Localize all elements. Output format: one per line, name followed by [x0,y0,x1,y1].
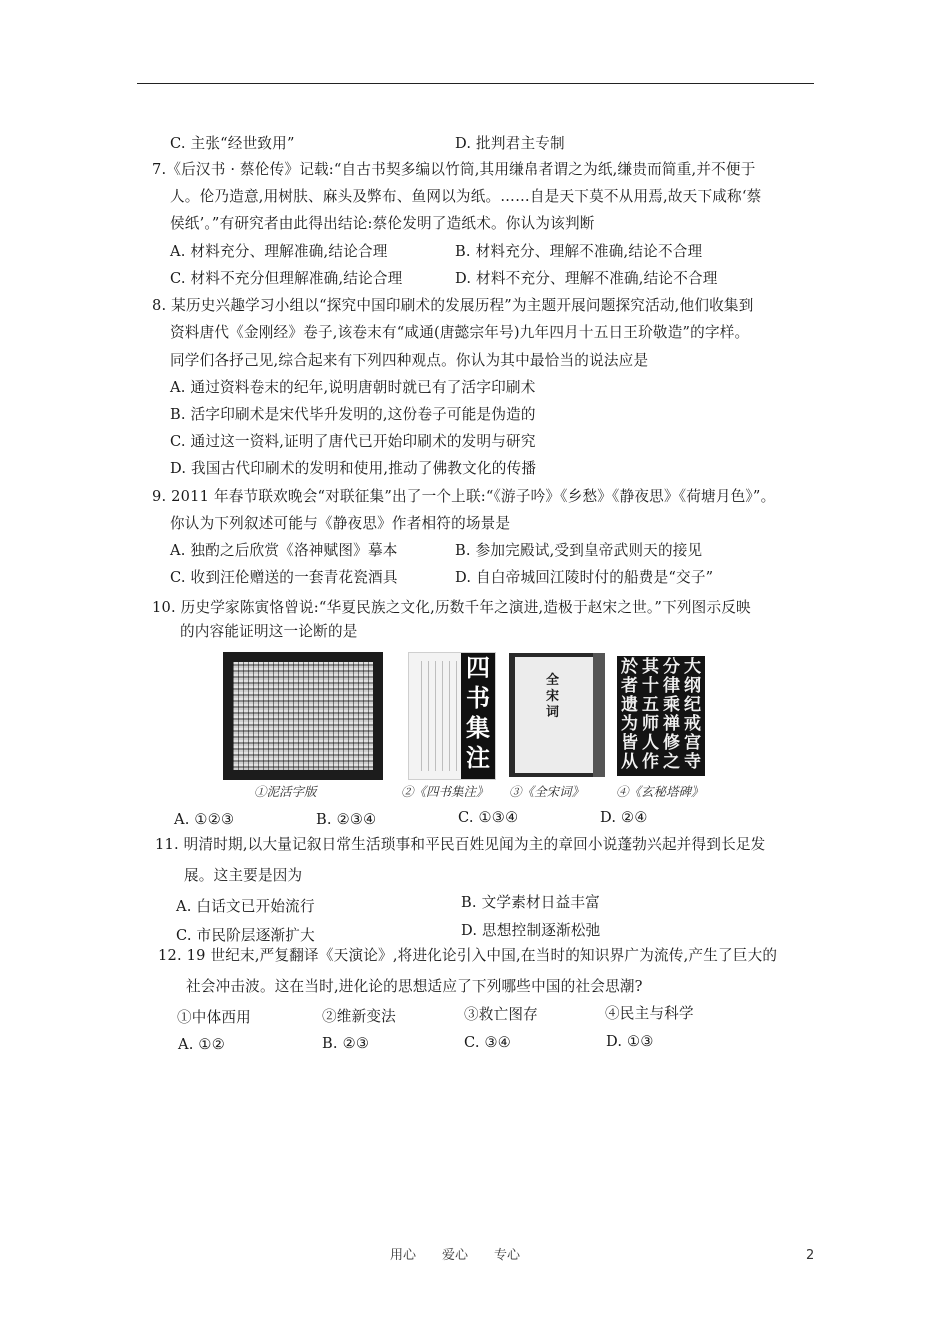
caption-2: ②《四书集注》 [401,784,489,799]
stele-character: 大 [684,657,701,677]
q12-stem-line1: 12. 19 世纪末,严复翻译《天演论》,将进化论引入中国,在当时的知识界广为流传,产生了巨大的 [158,947,778,964]
stele-character: 为 [621,714,638,734]
stele-character: 戒 [684,714,701,734]
q7-stem-line1: 7.《后汉书 · 蔡伦传》记载:“自古书契多编以竹筒,其用缣帛者谓之为纸,缣贵而简重,并不便于 [152,161,756,178]
q9-option-a: A. 独酌之后欣赏《洛神赋图》摹本 [170,542,398,559]
stele-character: 律 [663,676,680,696]
stele-character: 寺 [684,752,701,772]
q9-stem-line1: 9. 2011 年春节联欢晚会“对联征集”出了一个上联:“《游子吟》《乡愁》《静夜思》《荷塘月色》”。 [152,488,776,505]
q12-option-c: C. ③④ [464,1034,512,1051]
stele-character: 禅 [663,714,680,734]
stele-character: 十 [642,676,659,696]
q11-stem-line2: 展。这主要是因为 [184,867,303,884]
header-rule [137,83,814,84]
stele-character: 於 [621,657,638,677]
xuanmi-stele-image [617,656,705,776]
q10-option-d: D. ②④ [600,809,648,826]
q8-stem-line2: 资料唐代《金刚经》卷子,该卷末有“咸通(唐懿宗年号)九年四月十五日王玠敬造”的字样。 [170,324,750,341]
caption-3: ③《全宋词》 [509,784,585,799]
page-number: 2 [806,1248,815,1263]
stele-column [640,658,661,774]
q11-option-a: A. 白话文已开始流行 [176,898,315,915]
q12-item-4: ④民主与科学 [605,1005,694,1022]
stele-character: 纲 [684,676,701,696]
stele-character: 乘 [663,695,680,715]
q12-option-b: B. ②③ [322,1035,370,1052]
stele-character: 者 [621,676,638,696]
stele-column [661,658,682,774]
q12-stem-line2: 社会冲击波。这在当时,进化论的思想适应了下列哪些中国的社会思潮? [186,978,643,995]
q9-stem-line2: 你认为下列叙述可能与《静夜思》作者相符的场景是 [170,515,511,532]
stele-character: 宫 [684,733,701,753]
q8-option-c: C. 通过这一资料,证明了唐代已开始印刷术的发明与研究 [170,433,536,450]
caption-4: ④《玄秘塔碑》 [616,784,704,799]
footer-motto: 用心 爱心 专心 [390,1248,521,1263]
sishu-jizhu-image [408,652,496,780]
q8-option-b: B. 活字印刷术是宋代毕升发明的,这份卷子可能是伪造的 [170,406,536,423]
q8-stem-line1: 8. 某历史兴趣学习小组以“探究中国印刷术的发展历程”为主题开展问题探究活动,他们收集到 [152,297,754,314]
q8-option-d: D. 我国古代印刷术的发明和使用,推动了佛教文化的传播 [170,460,537,477]
stele-character: 其 [642,657,659,677]
q7-stem-line2: 人。伦乃造意,用树肤、麻头及弊布、鱼网以为纸。……自是天下莫不从用焉,故天下咸称‘蔡 [170,188,762,205]
q11-option-b: B. 文学素材日益丰富 [461,894,600,911]
q7-option-b: B. 材料充分、理解不准确,结论不合理 [455,243,703,260]
stele-character: 从 [621,752,638,772]
stele-character: 作 [642,752,659,772]
q7-option-d: D. 材料不充分、理解不准确,结论不合理 [455,270,718,287]
q10-option-b: B. ②③④ [316,811,377,828]
q6-option-c: C. 主张“经世致用” [170,135,295,152]
q8-option-a: A. 通过资料卷末的纪年,说明唐朝时就已有了活字印刷术 [170,379,536,396]
q6-option-d: D. 批判君主专制 [455,135,565,152]
q12-option-a: A. ①② [178,1036,225,1053]
stele-character: 之 [663,752,680,772]
stele-character: 分 [663,657,680,677]
stele-column [682,658,703,774]
q12-item-2: ②维新变法 [322,1008,396,1025]
stele-character: 遗 [621,695,638,715]
q9-option-d: D. 自白帝城回江陵时付的船费是“交子” [455,569,714,586]
q7-stem-line3: 侯纸’。”有研究者由此得出结论:蔡伦发明了造纸术。你认为该判断 [170,215,595,232]
q9-option-c: C. 收到汪伦赠送的一套青花瓷酒具 [170,569,398,586]
q11-stem-line1: 11. 明清时期,以大量记叙日常生活琐事和平民百姓见闻为主的章回小说蓬勃兴起并得到长足发 [155,836,766,853]
q10-stem-line1: 10. 历史学家陈寅恪曾说:“华夏民族之文化,历数千年之演进,造极于赵宋之世。”下列图示反映 [152,599,751,616]
q12-option-d: D. ①③ [606,1033,654,1050]
stele-character: 修 [663,733,680,753]
quan-songci-image [509,653,605,777]
stele-character: 人 [642,733,659,753]
q7-option-a: A. 材料充分、理解准确,结论合理 [170,243,388,260]
sishu-jizhu-title: 四书集注 [461,653,495,779]
caption-1: ①泥活字版 [254,784,317,799]
q8-stem-line3: 同学们各抒己见,综合起来有下列四种观点。你认为其中最恰当的说法应是 [170,352,649,369]
q9-option-b: B. 参加完殿试,受到皇帝武则天的接见 [455,542,703,559]
stele-column [619,658,640,774]
quan-songci-title: 全宋词 [546,673,560,720]
q10-stem-line2: 的内容能证明这一论断的是 [180,623,358,640]
stele-character: 五 [642,695,659,715]
q12-item-1: ①中体西用 [177,1009,251,1026]
stele-character: 纪 [684,695,701,715]
q10-option-c: C. ①③④ [458,809,519,826]
stele-character: 皆 [621,733,638,753]
q12-item-3: ③救亡图存 [464,1006,538,1023]
q11-option-c: C. 市民阶层逐渐扩大 [176,927,315,944]
q11-option-d: D. 思想控制逐渐松弛 [461,922,601,939]
q7-option-c: C. 材料不充分但理解准确,结论合理 [170,270,403,287]
q10-option-a: A. ①②③ [174,811,235,828]
stele-character: 师 [642,714,659,734]
clay-type-board-image [223,652,383,780]
